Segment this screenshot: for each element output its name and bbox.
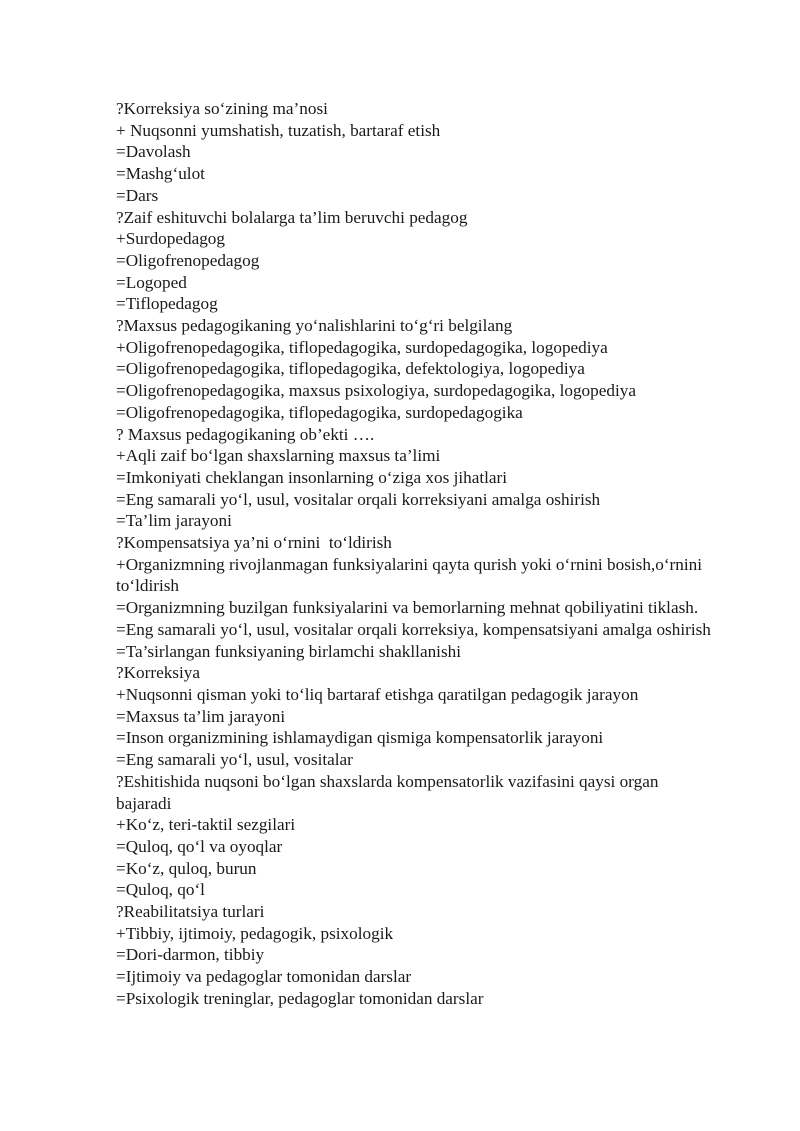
answer-option-line: =Oligofrenopedagogika, maxsus psixologiya, surdopedagogika, logopediya <box>116 381 636 401</box>
question-line: ?Eshitishida nuqsoni bo‘lgan shaxslarda kompensatorlik vazifasini qaysi organ bajaradi <box>116 771 663 813</box>
answer-option-line: =Eng samarali yo‘l, usul, vositalar orqali korreksiyani amalga oshirish <box>116 489 601 509</box>
correct-answer-line: +Tibbiy, ijtimoiy, pedagogik, psixologik <box>116 923 394 943</box>
question-line: ?Korreksiya so‘zining ma’nosi <box>116 99 328 118</box>
answer-option-line: =Ta’lim jarayoni <box>116 511 232 531</box>
question-line: ?Korreksiya <box>116 663 200 683</box>
question-line: ?Reabilitatsiya turlari <box>116 902 265 922</box>
correct-answer-line: +Aqli zaif bo‘lgan shaxslarning maxsus ta’limi <box>116 446 441 466</box>
answer-option-line: =Oligofrenopedagogika, tiflopedagogika, surdopedagogika <box>116 402 523 422</box>
answer-option-line: =Imkoniyati cheklangan insonlarning o‘ziga xos jihatlari <box>116 467 508 487</box>
question-line: ?Zaif eshituvchi bolalarga ta’lim beruvchi pedagog <box>116 207 468 227</box>
answer-option-line: =Ko‘z, quloq, burun <box>116 858 257 878</box>
correct-answer-line: +Oligofrenopedagogika, tiflopedagogika, surdopedagogika, logopediya <box>116 337 608 357</box>
answer-option-line: =Inson organizmining ishlamaydigan qismiga kompensatorlik jarayoni <box>116 728 604 748</box>
correct-answer-line: +Organizmning rivojlanmagan funksiyalarini qayta qurish yoki o‘rnini bosish,o‘rnini to‘ldirish <box>116 554 707 596</box>
answer-option-line: =Quloq, qo‘l <box>116 880 205 900</box>
correct-answer-line: +Ko‘z, teri-taktil sezgilari <box>116 815 296 835</box>
answer-option-line: =Oligofrenopedagogika, tiflopedagogika, defektologiya, logopediya <box>116 359 585 379</box>
correct-answer-line: +Nuqsonni qisman yoki to‘liq bartaraf etishga qaratilgan pedagogik jarayon <box>116 684 639 704</box>
answer-option-line: =Ta’sirlangan funksiyaning birlamchi shakllanishi <box>116 641 462 661</box>
correct-answer-line: + Nuqsonni yumshatish, tuzatish, bartaraf etish <box>116 120 441 140</box>
answer-option-line: =Dars <box>116 185 159 205</box>
answer-option-line: =Psixologik treninglar, pedagoglar tomonidan darslar <box>116 988 484 1008</box>
answer-option-line: =Oligofrenopedagog <box>116 250 260 270</box>
answer-option-line: =Eng samarali yo‘l, usul, vositalar <box>116 750 353 770</box>
answer-option-line: =Maxsus ta’lim jarayoni <box>116 706 286 726</box>
question-line: ?Kompensatsiya ya’ni o‘rnini to‘ldirish <box>116 533 392 553</box>
answer-option-line: =Ijtimoiy va pedagoglar tomonidan darslar <box>116 967 412 987</box>
answer-option-line: =Eng samarali yo‘l, usul, vositalar orqali korreksiya, kompensatsiyani amalga oshirish <box>116 619 711 639</box>
answer-option-line: =Dori-darmon, tibbiy <box>116 945 265 965</box>
quiz-text-body <box>116 98 716 1010</box>
correct-answer-line: +Surdopedagog <box>116 229 225 249</box>
answer-option-line: =Davolash <box>116 142 191 162</box>
question-line: ?Maxsus pedagogikaning yo‘nalishlarini to‘g‘ri belgilang <box>116 316 513 336</box>
answer-option-line: =Logoped <box>116 272 187 292</box>
question-line: ? Maxsus pedagogikaning ob’ekti …. <box>116 424 375 444</box>
answer-option-line: =Mashg‘ulot <box>116 164 205 184</box>
answer-option-line: =Tiflopedagog <box>116 294 218 314</box>
answer-option-line: =Quloq, qo‘l va oyoqlar <box>116 836 283 856</box>
answer-option-line: =Organizmning buzilgan funksiyalarini va bemorlarning mehnat qobiliyatini tiklash. <box>116 598 699 618</box>
